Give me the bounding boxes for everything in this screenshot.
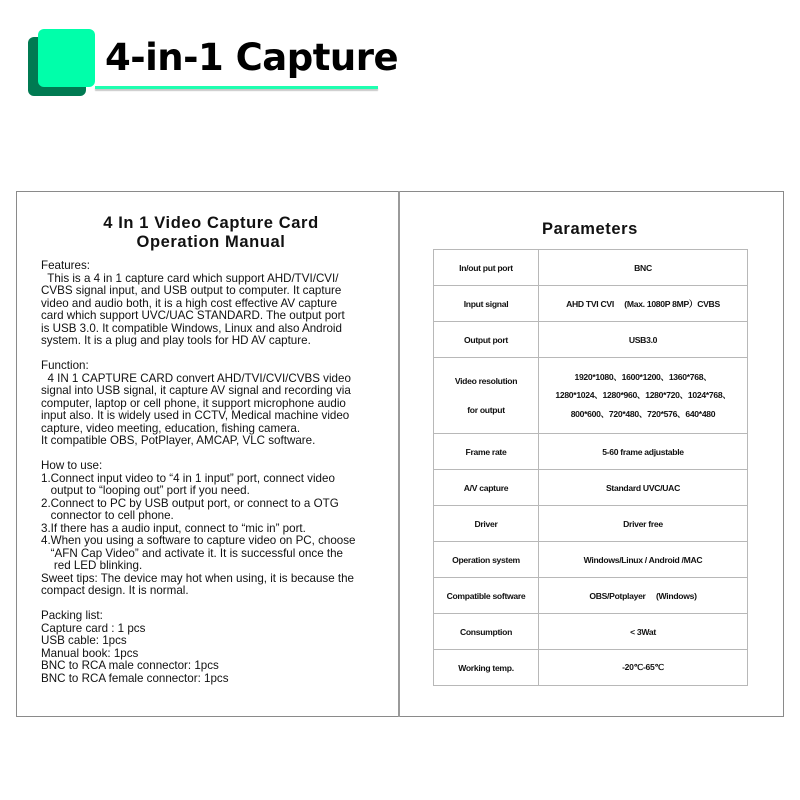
param-value: Driver free bbox=[539, 506, 748, 542]
param-name: Working temp. bbox=[434, 650, 539, 686]
text-line: connector to cell phone. bbox=[41, 509, 174, 522]
param-value-line: 1920*1080、1600*1200、1360*768、 bbox=[574, 371, 712, 382]
text-line: How to use: bbox=[41, 459, 103, 472]
param-name: Output port bbox=[434, 322, 539, 358]
param-name: Input signal bbox=[434, 286, 539, 322]
table-row bbox=[434, 358, 748, 434]
table-row bbox=[434, 614, 748, 650]
text-line: computer, laptop or cell phone, it support microphone audio bbox=[41, 396, 346, 410]
text-line: This is a 4 in 1 capture card which support AHD/TVI/CVI/ bbox=[41, 271, 339, 285]
title-underline bbox=[95, 86, 378, 89]
text-line: 1.Connect input video to “4 in 1 input” port, connect video bbox=[41, 471, 335, 485]
param-value: Windows/Linux / Android /MAC bbox=[539, 542, 748, 578]
table-row bbox=[434, 578, 748, 614]
param-value: < 3Wat bbox=[539, 614, 748, 650]
param-value-line: 800*600、720*480、720*576、640*480 bbox=[570, 408, 716, 419]
text-line: Sweet tips: The device may hot when using, it is because the bbox=[41, 571, 354, 585]
text-line: Features: bbox=[41, 259, 90, 272]
text-line: 4 IN 1 CAPTURE CARD convert AHD/TVI/CVI/CVBS video bbox=[41, 371, 351, 385]
param-value-line: 1280*1024、1280*960、1280*720、1024*768、 bbox=[555, 390, 731, 401]
table-row bbox=[434, 250, 748, 286]
param-value: USB3.0 bbox=[539, 322, 748, 358]
text-line: is USB 3.0. It compatible Windows, Linux and also Android bbox=[41, 321, 342, 335]
param-value: OBS/Potplayer (Windows) bbox=[539, 578, 748, 614]
logo-square-light bbox=[38, 29, 95, 87]
param-value: -20℃-65℃ bbox=[539, 650, 748, 686]
table-row bbox=[434, 286, 748, 322]
param-name: Operation system bbox=[434, 542, 539, 578]
param-name: Driver bbox=[434, 506, 539, 542]
param-value: Standard UVC/UAC bbox=[539, 470, 748, 506]
param-name-line: Video resolution bbox=[454, 376, 518, 386]
param-value: AHD TVI CVI (Max. 1080P 8MP）CVBS bbox=[539, 286, 748, 322]
manual-title: 4 In 1 Video Capture Card bbox=[103, 214, 319, 232]
text-line: USB cable: 1pcs bbox=[41, 634, 127, 647]
text-line: Manual book: 1pcs bbox=[41, 646, 139, 660]
text-line: compact design. It is normal. bbox=[41, 584, 189, 597]
manual-body-text bbox=[41, 260, 356, 685]
param-name: Frame rate bbox=[434, 434, 539, 470]
text-line: “AFN Cap Video” and activate it. It is successful once the bbox=[41, 546, 344, 560]
table-row bbox=[434, 650, 748, 686]
param-name bbox=[434, 358, 539, 434]
parameters-title: Parameters bbox=[542, 220, 638, 238]
manual-subtitle: Operation Manual bbox=[136, 233, 286, 251]
param-name: In/out put port bbox=[434, 250, 539, 286]
param-name: A/V capture bbox=[434, 470, 539, 506]
text-line: signal into USB signal, it capture AV signal and recording via bbox=[41, 384, 351, 397]
page-title: 4-in-1 Capture bbox=[105, 36, 399, 79]
text-line: 3.If there has a audio input, connect to “mic in” port. bbox=[41, 521, 306, 535]
param-name: Compatible software bbox=[434, 578, 539, 614]
text-line: 2.Connect to PC by USB output port, or connect to a OTG bbox=[41, 496, 339, 510]
text-line: card which support UVC/UAC STANDARD. The output port bbox=[41, 309, 345, 322]
table-row bbox=[434, 470, 748, 506]
text-line: BNC to RCA male connector: 1pcs bbox=[41, 659, 219, 672]
table-row bbox=[434, 322, 748, 358]
table-row bbox=[434, 434, 748, 470]
table-row bbox=[434, 506, 748, 542]
text-line: 4.When you using a software to capture video on PC, choose bbox=[41, 534, 356, 547]
text-line: capture, video meeting, education, fishing camera. bbox=[41, 421, 301, 435]
param-name: Consumption bbox=[434, 614, 539, 650]
text-line: output to “looping out” port if you need. bbox=[41, 484, 250, 497]
param-value bbox=[539, 358, 748, 434]
param-name-line: for output bbox=[467, 404, 505, 415]
text-line: red LED blinking. bbox=[41, 559, 143, 572]
text-line: system. It is a plug and play tools for HD AV capture. bbox=[41, 334, 311, 347]
parameters-table bbox=[433, 249, 748, 686]
text-line: It compatible OBS, PotPlayer, AMCAP, VLC software. bbox=[41, 434, 316, 447]
text-line: BNC to RCA female connector: 1pcs bbox=[41, 671, 229, 685]
text-line: Capture card : 1 pcs bbox=[41, 621, 146, 635]
param-value: 5-60 frame adjustable bbox=[539, 434, 748, 470]
text-line: Packing list: bbox=[41, 609, 103, 622]
text-line: video and audio both, it is a high cost effective AV capture bbox=[41, 296, 338, 310]
page-divider bbox=[398, 191, 400, 717]
text-line: CVBS signal input, and USB output to computer. It capture bbox=[41, 284, 342, 297]
table-row bbox=[434, 542, 748, 578]
text-line: Function: bbox=[41, 359, 89, 372]
text-line: input also. It is widely used in CCTV, Medical machine video bbox=[41, 409, 350, 422]
param-value: BNC bbox=[539, 250, 748, 286]
